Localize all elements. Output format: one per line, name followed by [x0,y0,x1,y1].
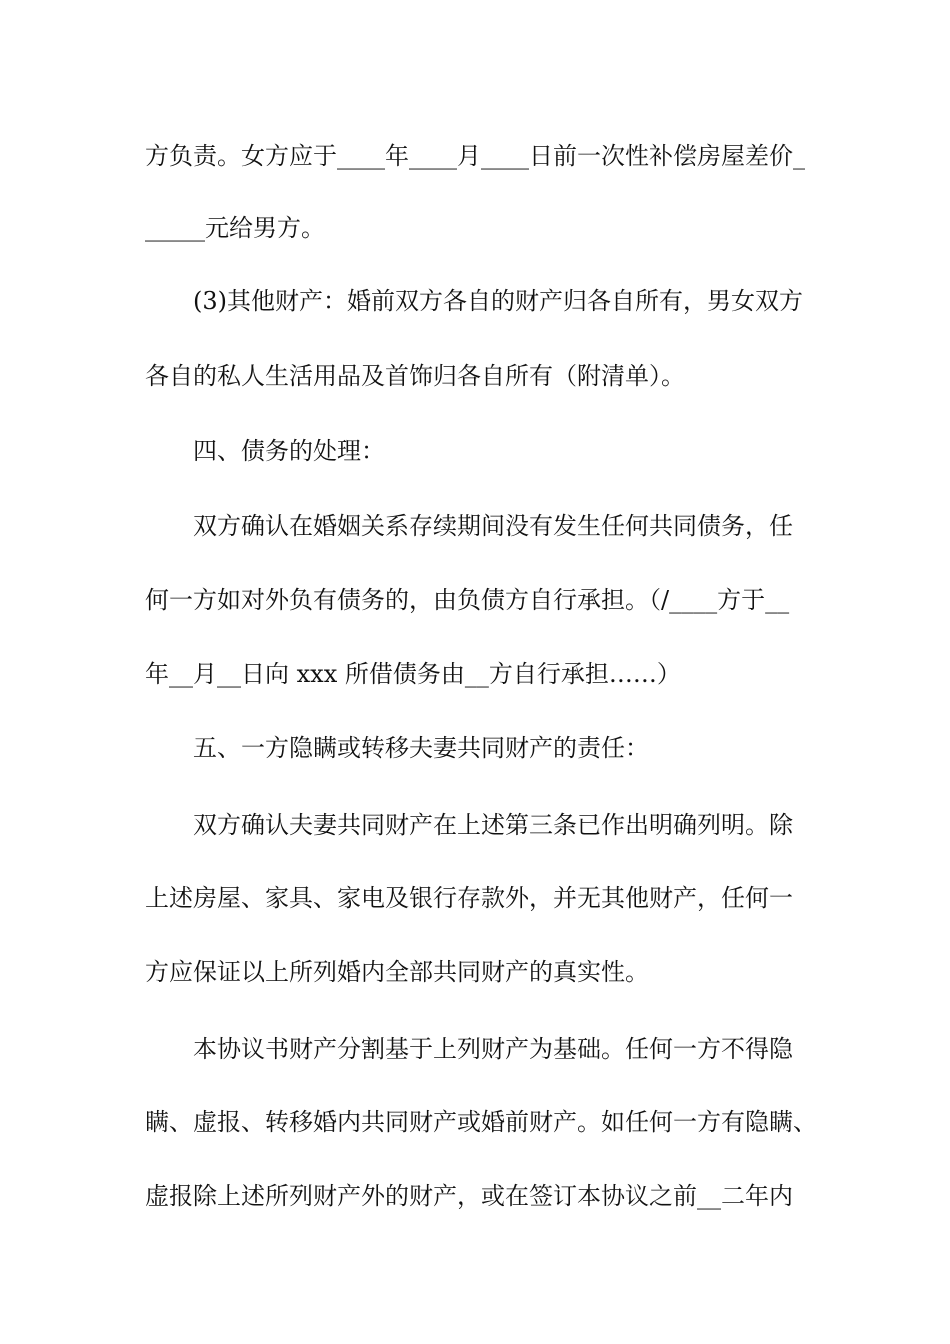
paragraph-line: 方负责。女方应于____年____月____日前一次性补偿房屋差价_ [145,142,805,170]
paragraph-line: 瞒、虚报、转移婚内共同财产或婚前财产。如任何一方有隐瞒、 [145,1108,817,1136]
paragraph-line: 上述房屋、家具、家电及银行存款外，并无其他财产，任何一 [145,884,793,912]
paragraph-line: (3)其他财产：婚前双方各自的财产归各自所有，男女双方 [193,287,803,315]
paragraph-line: 虚报除上述所列财产外的财产，或在签订本协议之前__二年内 [145,1182,793,1210]
section-heading: 五、一方隐瞒或转移夫妻共同财产的责任： [193,734,649,762]
paragraph-line: 各自的私人生活用品及首饰归各自所有（附清单）。 [145,362,685,390]
paragraph-line: 何一方如对外负有债务的，由负债方自行承担。（/____方于__ [145,586,790,614]
section-heading: 四、债务的处理： [193,437,385,465]
paragraph-line: 方应保证以上所列婚内全部共同财产的真实性。 [145,958,649,986]
paragraph-line: _____元给男方。 [145,214,325,242]
paragraph-line: 双方确认夫妻共同财产在上述第三条已作出明确列明。除 [193,811,793,839]
paragraph-line: 年__月__日向 xxx 所借债务由__方自行承担……） [145,660,681,688]
paragraph-line: 本协议书财产分割基于上列财产为基础。任何一方不得隐 [193,1035,793,1063]
paragraph-line: 双方确认在婚姻关系存续期间没有发生任何共同债务，任 [193,512,793,540]
